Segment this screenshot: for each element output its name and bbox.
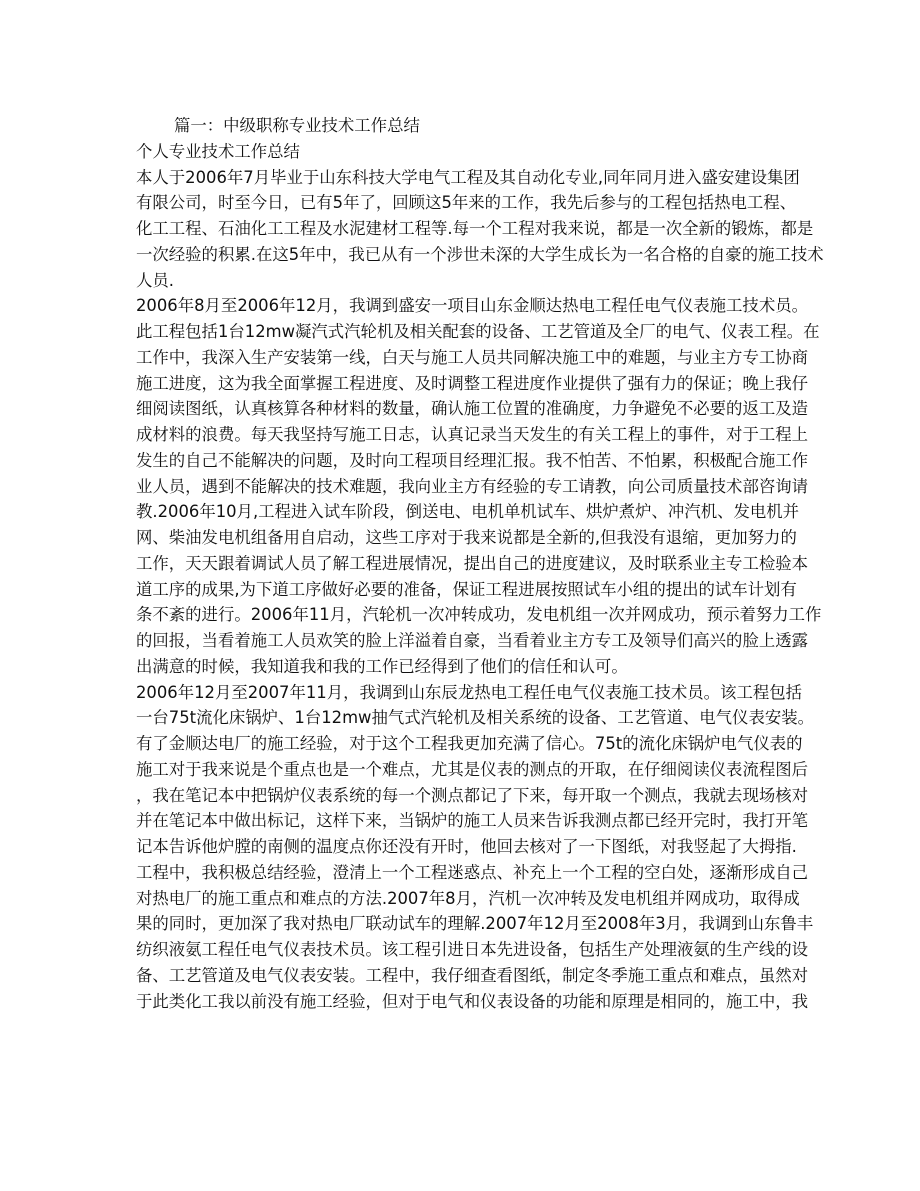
paragraph-line: 施工进度，这为我全面掌握工程进度、及时调整工程进度作业提供了强有力的保证；晚上我仔 — [136, 373, 809, 393]
paragraph-line: 条不紊的进行。2006年11月，汽轮机一次冲转成功，发电机组一次并网成功，预示着努力工作 — [136, 605, 822, 625]
paragraph-line: 于此类化工我以前没有施工经验，但对于电气和仪表设备的功能和原理是相同的，施工中，我 — [136, 991, 809, 1011]
paragraph-line: 工作，天天跟着调试人员了解工程进展情况，提出自己的进度建议，及时联系业主专工检验本 — [136, 553, 809, 573]
paragraph-line: 纺织液氨工程任电气仪表技术员。该工程引进日本先进设备，包括生产处理液氨的生产线的设 — [136, 940, 809, 959]
paragraph-line: 施工对于我来说是个重点也是一个难点，尤其是仪表的测点的开取，在仔细阅读仪表流程图后 — [136, 759, 809, 779]
paragraph-line: 2006年8月至2006年12月，我调到盛安一项目山东金顺达热电工程任电气仪表施工技术员。 — [136, 296, 808, 316]
paragraph-line: 一台75t流化床锅炉、1台12mw抽气式汽轮机及相关系统的设备、工艺管道、电气仪表安装。 — [136, 708, 814, 728]
paragraph-line: 细阅读图纸，认真核算各种材料的数量，确认施工位置的准确度，力争避免不必要的返工及造 — [136, 399, 809, 419]
paragraph-line: 本人于2006年7月毕业于山东科技大学电气工程及其自动化专业,同年同月进入盛安建设集团 — [136, 167, 800, 187]
paragraph-line: 对热电厂的施工重点和难点的方法.2007年8月，汽机一次冲转及发电机组并网成功，取得成 — [136, 888, 800, 908]
paragraph-line: 发生的自己不能解决的问题，及时向工程项目经理汇报。我不怕苦、不怕累，积极配合施工作 — [136, 450, 809, 470]
document-subtitle: 个人专业技术工作总结 — [136, 141, 300, 161]
paragraph-line: 2006年12月至2007年11月，我调到山东辰龙热电工程任电气仪表施工技术员。该工程包括 — [136, 682, 803, 702]
paragraph-line: 并在笔记本中做出标记，这样下来，当锅炉的施工人员来告诉我测点都已经开完时，我打开笔 — [136, 811, 809, 831]
paragraph-line: 成材料的浪费。每天我坚持写施工日志，认真记录当天发生的有关工程上的事件，对于工程上 — [136, 425, 809, 444]
paragraph-line: 有了金顺达电厂的施工经验，对于这个工程我更加充满了信心。75t的流化床锅炉电气仪表的 — [136, 734, 803, 753]
paragraph-line: 化工工程、石油化工工程及水泥建材工程等.每一个工程对我来说，都是一次全新的锻炼，都是 — [136, 219, 814, 238]
paragraph-line: 此工程包括1台12mw凝汽式汽轮机及相关配套的设备、工艺管道及全厂的电气、仪表工程。在 — [136, 322, 820, 341]
document-title: 篇一：中级职称专业技术工作总结 — [174, 116, 420, 135]
paragraph-line: 业人员，遇到不能解决的技术难题，我向业主方有经验的专工请教，向公司质量技术部咨询请 — [136, 476, 809, 496]
paragraph-line: 出满意的时候，我知道我和我的工作已经得到了他们的信任和认可。 — [136, 656, 628, 676]
paragraph-line: ，我在笔记本中把锅炉仪表系统的每一个测点都记了下来，每开取一个测点，我就去现场核对 — [136, 785, 809, 805]
paragraph-line: 网、柴油发电机组备用自启动，这些工序对于我来说都是全新的,但我没有退缩，更加努力的 — [136, 528, 797, 547]
paragraph-line: 教.2006年10月,工程进入试车阶段，倒送电、电机单机试车、烘炉煮炉、冲汽机、发电机并 — [136, 502, 800, 522]
paragraph-line: 记本告诉他炉膛的南侧的温度点你还没有开时，他回去核对了一下图纸，对我竖起了大拇指. — [136, 837, 797, 856]
paragraph-line: 工作中，我深入生产安装第一线，白天与施工人员共同解决施工中的难题，与业主方专工协商 — [136, 347, 809, 367]
paragraph-line: 一次经验的积累.在这5年中，我已从有一个涉世未深的大学生成长为一名合格的自豪的施工技术 — [136, 244, 824, 264]
paragraph-line: 果的同时，更加深了我对热电厂联动试车的理解.2007年12月至2008年3月，我调到山东鲁丰 — [136, 914, 814, 934]
paragraph-line: 道工序的成果,为下道工序做好必要的准备，保证工程进展按照试车小组的提出的试车计划有 — [136, 579, 797, 599]
paragraph-line: 有限公司，时至今日，已有5年了，回顾这5年来的工作，我先后参与的工程包括热电工程、 — [136, 193, 797, 213]
paragraph-line: 的回报，当看着施工人员欢笑的脸上洋溢着自豪，当看着业主方专工及领导们高兴的脸上透露 — [136, 631, 809, 650]
paragraph-line: 备、工艺管道及电气仪表安装。工程中，我仔细查看图纸，制定冬季施工重点和难点，虽然对 — [136, 965, 809, 985]
paragraph-line: 工程中，我积极总结经验，澄清上一个工程迷惑点、补充上一个工程的空白处，逐渐形成自己 — [136, 862, 809, 882]
document-body — [136, 113, 824, 1014]
paragraph-line: 人员. — [136, 270, 174, 290]
